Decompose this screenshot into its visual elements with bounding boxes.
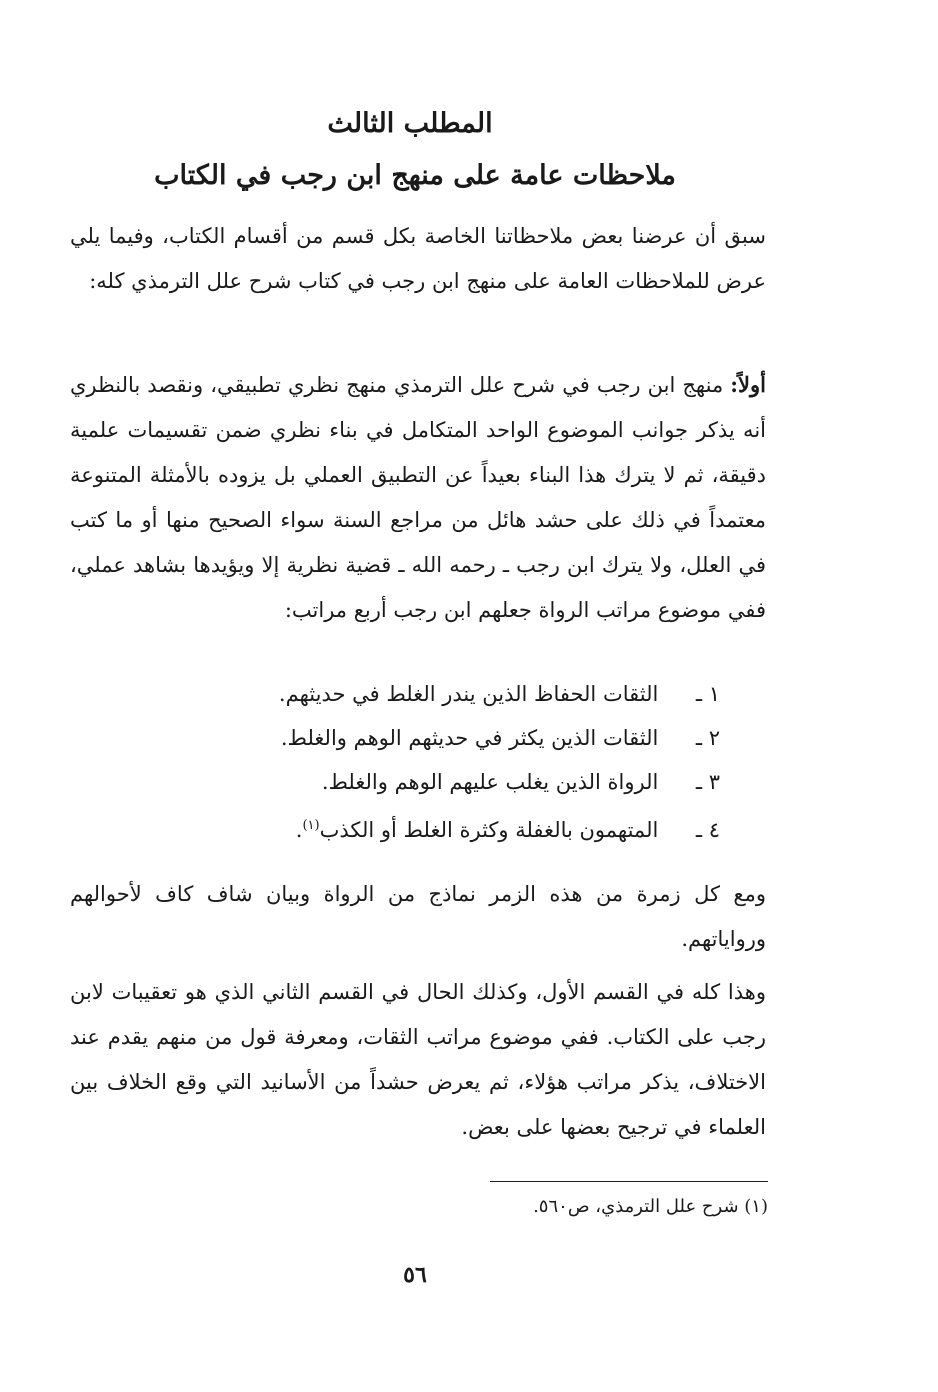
list-text: الثقات الحفاظ الذين يندر الغلط في حديثهم.	[278, 682, 659, 706]
intro-paragraph: سبق أن عرضنا بعض ملاحظاتنا الخاصة بكل قسم من أقسام الكتاب، وفيما يلي عرض للملاحظات العامة على منهج ابن رجب في كتاب شرح علل الترمذي كله:	[70, 224, 766, 293]
list-number: ١ ـ	[695, 682, 720, 706]
list-number: ٢ ـ	[695, 726, 720, 750]
footnote-ref[interactable]: (١)	[302, 818, 320, 833]
footnote-divider	[490, 1181, 768, 1182]
footnote: (١) شرح علل الترمذي، ص٥٦٠.	[533, 1196, 768, 1217]
section-heading: المطلب الثالث	[327, 108, 493, 139]
list-number: ٣ ـ	[695, 770, 720, 794]
page-number: ٥٦	[403, 1262, 427, 1288]
list-item	[200, 672, 720, 716]
list-item	[200, 760, 720, 804]
second-paragraph: وهذا كله في القسم الأول، وكذلك الحال في القسم الثاني الذي هو تعقيبات لابن رجب على الكتاب. ففي موضوع مراتب الثقات، ومعرفة قول من منهم يقدم عند الاختلاف، يذكر مراتب هؤلاء، ثم يعرض حشداً من الأسانيد التي وقع الخلاف بين العلماء في ترجيح بعضها على بعض.	[70, 980, 766, 1139]
first-lead: أولاً:	[730, 372, 766, 397]
first-body: منهج ابن رجب في شرح علل الترمذي منهج نظري تطبيقي، ونقصد بالنظري أنه يذكر جوانب الموضوع الواحد المتكامل في بناء نظري ضمن تقسيمات علمية دقيقة، ثم لا يترك هذا البناء بعيداً عن التطبيق العملي بل يزوده بالأمثلة المتنوعة معتمداً في ذلك على حشد هائل من مراجع السنة سواء الصحيح منها أو ما كتب في العلل، ولا يترك ابن رجب ـ رحمه الله ـ قضية نظرية إلا ويؤيدها بشاهد عملي، ففي موضوع مراتب الرواة جعلهم ابن رجب أربع مراتب:	[70, 373, 767, 622]
first-paragraph	[70, 362, 766, 633]
ranks-list	[200, 672, 720, 848]
list-text: المتهمون بالغفلة وكثرة الغلط أو الكذب	[319, 818, 659, 842]
groups-paragraph: ومع كل زمرة من هذه الزمر نماذج من الرواة وبيان شاف كاف لأحوالهم ورواياتهم.	[70, 882, 766, 951]
list-item	[200, 716, 720, 760]
list-text: الرواة الذين يغلب عليهم الوهم والغلط.	[321, 770, 659, 794]
list-text: الثقات الذين يكثر في حديثهم الوهم والغلط.	[280, 726, 659, 750]
chapter-title: ملاحظات عامة على منهج ابن رجب في الكتاب	[154, 160, 676, 191]
list-number: ٤ ـ	[695, 818, 720, 842]
list-item: ٤ ـ المتهمون بالغفلة وكثرة الغلط أو الكذب$^{(١)}$.	[200, 804, 720, 848]
